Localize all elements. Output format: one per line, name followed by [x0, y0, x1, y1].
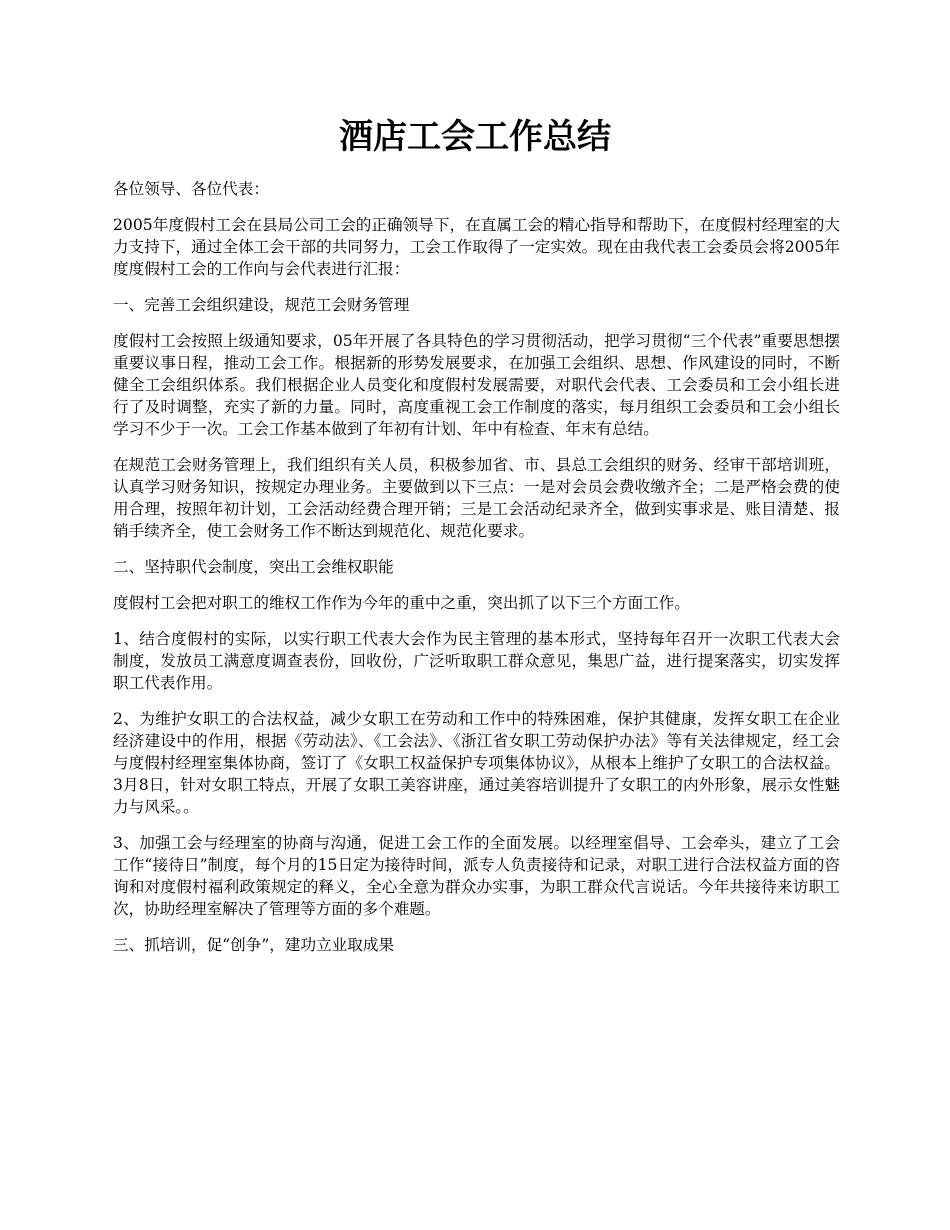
intro-paragraph: 2005年度假村工会在县局公司工会的正确领导下，在直属工会的精心指导和帮助下，在度假村经理室的大力支持下，通过全体工会干部的共同努力，工会工作取得了一定实效。现在由我代表工会委员会将2005年度度假村工会的工作向与会代表进行汇报：	[113, 216, 840, 278]
section-2-item-2: 2、为维护女职工的合法权益，减少女职工在劳动和工作中的特殊困难，保护其健康，发挥女职工在企业经济建设中的作用，根据《劳动法》、《工会法》、《浙江省女职工劳动保护办法》等有关法律规定，经工会与度假村经理室集体协商，签订了《女职工权益保护专项集体协议》，从根本上维护了女职工的合法权益。3月8日，针对女职工特点，开展了女职工美容讲座，通过美容培训提升了女职工的内外形象，展示女性魅力与风采。。	[113, 710, 840, 816]
section-1-paragraph-1: 度假村工会按照上级通知要求，05年开展了各具特色的学习贯彻活动，把学习贯彻“三个代表”重要思想摆重要议事日程，推动工会工作。根据新的形势发展要求，在加强工会组织、思想、作风建设的同时，不断健全工会组织体系。我们根据企业人员变化和度假村发展需要，对职代会代表、工会委员和工会小组长进行了及时调整，充实了新的力量。同时，高度重视工会工作制度的落实，每月组织工会委员和工会小组长学习不少于一次。工会工作基本做到了年初有计划、年中有检查、年末有总结。	[113, 332, 840, 438]
section-heading-1: 一、完善工会组织建设，规范工会财务管理	[113, 296, 410, 314]
section-heading-2: 二、坚持职代会制度，突出工会维权职能	[113, 558, 394, 576]
document-body	[113, 178, 840, 970]
salutation: 各位领导、各位代表：	[113, 180, 269, 198]
section-1-paragraph-2: 在规范工会财务管理上，我们组织有关人员，积极参加省、市、县总工会组织的财务、经审干部培训班，认真学习财务知识，按规定办理业务。主要做到以下三点：一是对会员会费收缴齐全；二是严格会费的使用合理，按照年初计划，工会活动经费合理开销；三是工会活动纪录齐全，做到实事求是、账目清楚、报销手续齐全，使工会财务工作不断达到规范化、规范化要求。	[113, 456, 840, 540]
section-2-item-3: 3、加强工会与经理室的协商与沟通，促进工会工作的全面发展。以经理室倡导、工会牵头，建立了工会工作“接待日”制度，每个月的15日定为接待时间，派专人负责接待和记录，对职工进行合法权益方面的咨询和对度假村福利政策规定的释义，全心全意为群众办实事，为职工群众代言说话。今年共接待来访职工次，协助经理室解决了管理等方面的多个难题。	[113, 834, 840, 918]
document-title: 酒店工会工作总结	[339, 117, 611, 157]
section-2-intro: 度假村工会把对职工的维权工作作为今年的重中之重，突出抓了以下三个方面工作。	[113, 594, 690, 612]
section-heading-3: 三、抓培训，促“创争”，建功立业取成果	[113, 936, 395, 954]
section-2-item-1: 1、结合度假村的实际，以实行职工代表大会作为民主管理的基本形式，坚持每年召开一次职工代表大会制度，发放员工满意度调查表份，回收份，广泛听取职工群众意见，集思广益，进行提案落实，切实发挥职工代表作用。	[113, 630, 840, 692]
